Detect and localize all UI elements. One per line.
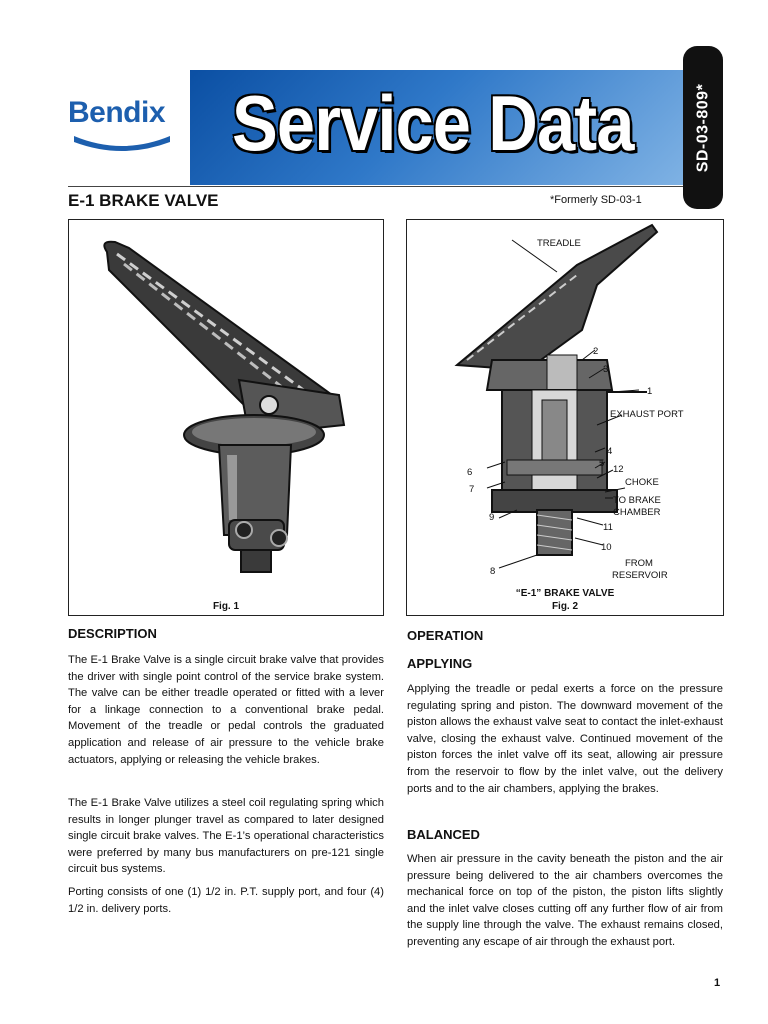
label-3: 3 [603,364,609,375]
label-to-brake-2: CHAMBER [613,507,661,518]
figure-1-caption: Fig. 1 [212,601,240,612]
label-2: 2 [593,346,599,357]
label-7: 7 [469,484,475,495]
label-11: 11 [603,522,613,533]
description-paragraph-3: Porting consists of one (1) 1/2 in. P.T. supply port, and four (4) 1/2 in. delivery ports. [68,886,384,915]
description-paragraph-1: The E-1 Brake Valve is a single circuit brake valve that provides the driver with single point control of the service brake system. The valve can be either treadle operated or fitted with a lever for a linkage connection to a conventional brake pedal. Movement of the treadle or pedal controls the graduated application and release of air pressure to the vehicle brake actuators, applying or releasing the vehicle brakes. [68,654,384,766]
label-6: 6 [467,467,473,478]
applying-paragraph: Applying the treadle or pedal exerts a force on the pressure regulating spring and piston. The downward movement of the piston allows the exhaust valve seat to contact the inlet-exhaust valve, closing the exhaust valve. Continued movement of the piston forces the inlet valve off its seat, allowing air pressure from the reservoir to flow by the inlet valve, out the delivery ports and to the air chambers, applying the brakes. [407,683,723,795]
banner-title: Service Data [232,79,634,167]
formerly-note: *Formerly SD-03-1 [550,194,642,206]
treadle-valve-illustration [69,220,383,600]
label-exhaust-port: EXHAUST PORT [610,409,684,420]
label-8: 8 [490,566,496,577]
label-4: 4 [607,446,613,457]
doc-number-tab-label [683,46,723,209]
label-choke: CHOKE [625,477,659,488]
document-title: E-1 BRAKE VALVE [68,191,219,210]
figure-2-title: “E-1” BRAKE VALVE [515,588,615,599]
header-divider [68,186,683,187]
label-treadle: TREADLE [537,238,581,249]
label-to-brake-1: TO BRAKE [613,495,661,506]
label-9: 9 [489,512,495,523]
description-paragraph-2: The E-1 Brake Valve utilizes a steel coil regulating spring which results in longer plunger travel as compared to later designed single circuit brake valves. The E-1’s operational characteristics were preferred by many bus manufacturers on pre-121 single circuit bus systems. [68,797,384,876]
label-from-reservoir-1: FROM [625,558,653,569]
operation-heading: OPERATION [407,628,484,643]
label-from-reservoir-2: RESERVOIR [612,570,668,581]
description-heading: DESCRIPTION [68,626,157,641]
applying-heading: APPLYING [407,656,473,671]
balanced-heading: BALANCED [407,827,480,842]
label-5: 5 [599,458,605,469]
doc-number: SD-03-809* [694,83,712,172]
figure-1 [68,219,384,616]
logo-swoosh-icon [72,134,172,154]
figure-2-caption: Fig. 2 [551,601,579,612]
figure-2 [406,219,724,616]
label-1: 1 [647,386,653,397]
label-10: 10 [601,542,612,553]
balanced-paragraph: When air pressure in the cavity beneath the piston and the air pressure being delivered to the air chambers overcomes the mechanical force on top of the piston, the piston lifts slightly and the inlet valve closes cutting off any further flow of air from the supply line through the valve. The exhaust remains closed, preventing any escape of air through the exhaust port. [407,853,723,948]
page-number: 1 [714,977,721,989]
bendix-logo: Bendix [68,96,166,129]
label-12: 12 [613,464,624,475]
e1-brake-valve-cutaway-diagram [407,220,723,590]
